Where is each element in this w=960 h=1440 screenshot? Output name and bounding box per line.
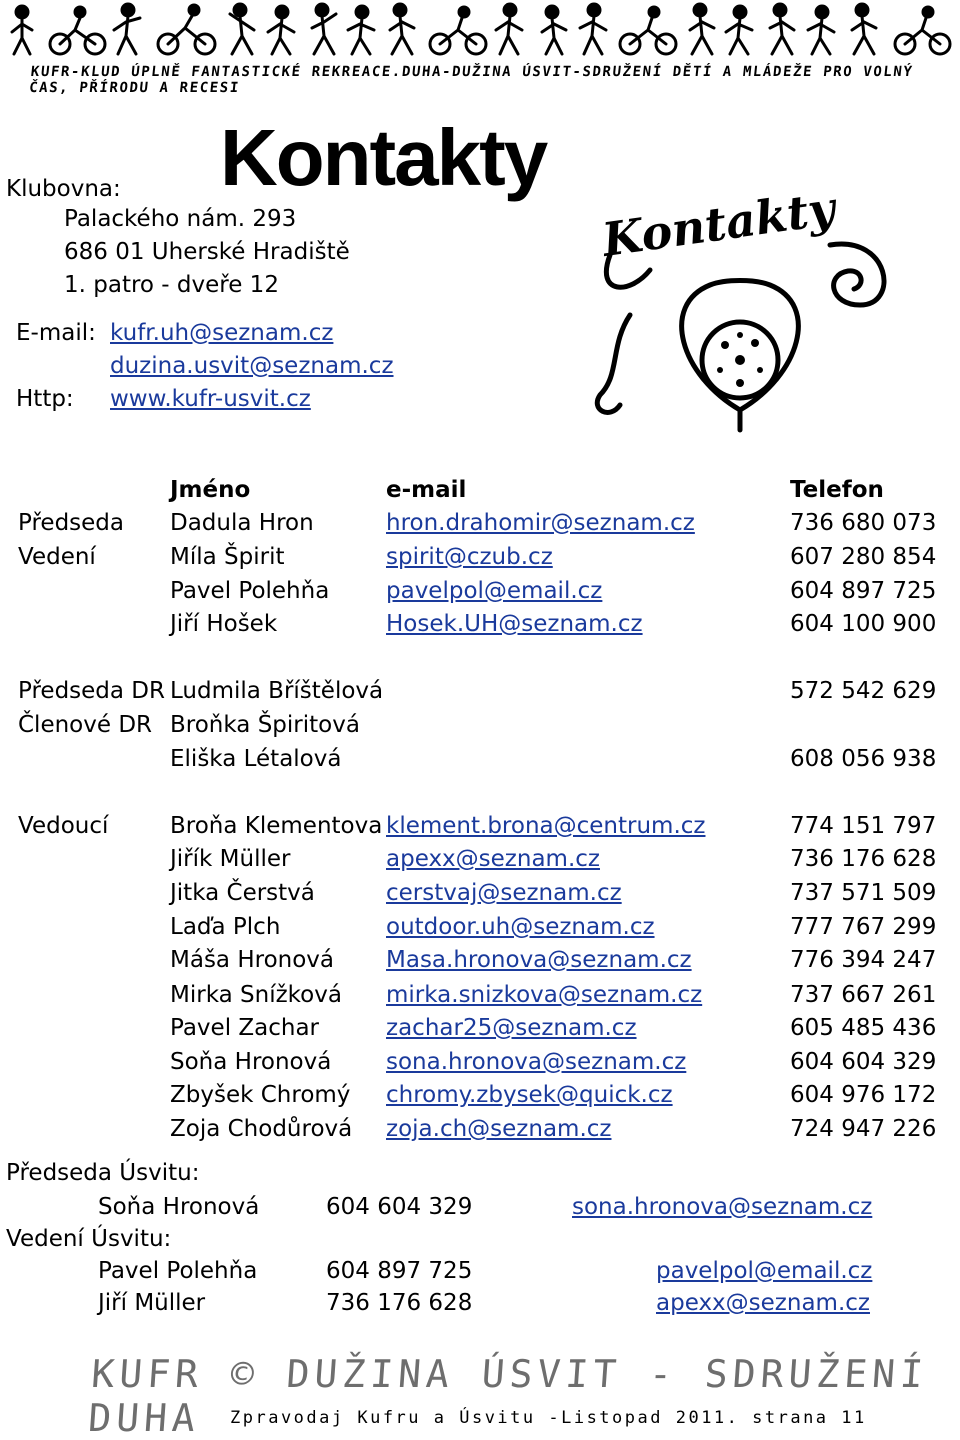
usvit-chair-label: Předseda Úsvitu: bbox=[6, 1160, 200, 1186]
row-name: Broňka Špiritová bbox=[170, 712, 360, 738]
row-phone: 604 100 900 bbox=[790, 611, 937, 637]
page-title: Kontakty bbox=[220, 113, 547, 202]
row-email[interactable]: apexx@seznam.cz bbox=[386, 846, 600, 872]
usvit-chair-phone: 604 604 329 bbox=[326, 1194, 473, 1220]
figure-icon bbox=[12, 6, 32, 54]
usvit-lead-email[interactable]: apexx@seznam.cz bbox=[656, 1290, 870, 1316]
cyclist-icon bbox=[620, 7, 676, 54]
figure-icon bbox=[690, 4, 714, 54]
row-name: Laďa Plch bbox=[170, 914, 281, 940]
row-phone: 724 947 226 bbox=[790, 1116, 937, 1142]
banner-tagline: KUFR-KLUD ÚPLNĚ FANTASTICKÉ REKREACE.DUHA-DUŽINA ÚSVIT-SDRUŽENÍ DĚTÍ A MLÁDEŽE PRO VOLNÝ ČAS, PŘÍRODU A RECESI bbox=[28, 64, 915, 96]
email-link[interactable]: duzina.usvit@seznam.cz bbox=[110, 353, 394, 379]
figure-icon bbox=[808, 6, 834, 54]
row-phone: 607 280 854 bbox=[790, 544, 937, 570]
row-email[interactable]: cerstvaj@seznam.cz bbox=[386, 880, 622, 906]
usvit-chair-name: Soňa Hronová bbox=[98, 1194, 260, 1220]
row-name: Zbyšek Chromý bbox=[170, 1082, 351, 1108]
row-email[interactable]: mirka.snizkova@seznam.cz bbox=[386, 982, 703, 1008]
address-line: 686 01 Uherské Hradiště bbox=[64, 239, 350, 265]
row-phone: 604 604 329 bbox=[790, 1049, 937, 1075]
usvit-lead-phone: 604 897 725 bbox=[326, 1258, 473, 1284]
figure-icon bbox=[542, 6, 566, 54]
usvit-lead-name: Jiří Müller bbox=[98, 1290, 206, 1316]
row-phone: 737 667 261 bbox=[790, 982, 937, 1008]
row-email[interactable]: sona.hronova@seznam.cz bbox=[386, 1049, 687, 1075]
figure-icon bbox=[726, 6, 752, 54]
usvit-lead-email[interactable]: pavelpol@email.cz bbox=[656, 1258, 873, 1284]
footer-brand: KUFR © DUŽINA ÚSVIT - SDRUŽENÍ DUHA bbox=[86, 1352, 930, 1440]
row-email[interactable]: outdoor.uh@seznam.cz bbox=[386, 914, 655, 940]
figure-icon bbox=[312, 4, 336, 54]
klubovna-label: Klubovna: bbox=[6, 176, 121, 202]
row-email[interactable]: spirit@czub.cz bbox=[386, 544, 553, 570]
figure-icon bbox=[852, 4, 876, 54]
address-line: Palackého nám. 293 bbox=[64, 206, 297, 232]
usvit-lead-label: Vedení Úsvitu: bbox=[6, 1226, 172, 1252]
row-phone: 776 394 247 bbox=[790, 947, 937, 973]
row-name: Mirka Snížková bbox=[170, 982, 342, 1008]
row-role: Předseda DR bbox=[18, 678, 165, 704]
row-phone: 777 767 299 bbox=[790, 914, 937, 940]
row-phone: 572 542 629 bbox=[790, 678, 937, 704]
usvit-lead-name: Pavel Polehňa bbox=[98, 1258, 258, 1284]
row-role: Vedoucí bbox=[18, 813, 109, 839]
email-link[interactable]: kufr.uh@seznam.cz bbox=[110, 320, 334, 346]
row-name: Dadula Hron bbox=[170, 510, 314, 536]
http-label: Http: bbox=[16, 386, 74, 412]
row-name: Soňa Hronová bbox=[170, 1049, 332, 1075]
row-phone: 774 151 797 bbox=[790, 813, 937, 839]
figure-icon bbox=[230, 4, 254, 54]
row-phone: 604 897 725 bbox=[790, 578, 937, 604]
figure-icon bbox=[390, 4, 414, 54]
figure-icon bbox=[496, 4, 522, 54]
row-name: Pavel Zachar bbox=[170, 1015, 320, 1041]
row-phone: 604 976 172 bbox=[790, 1082, 937, 1108]
cyclist-icon bbox=[50, 7, 105, 54]
figure-icon bbox=[268, 6, 294, 54]
row-email[interactable]: Hosek.UH@seznam.cz bbox=[386, 611, 643, 637]
cyclist-icon bbox=[895, 7, 950, 54]
row-phone: 736 176 628 bbox=[790, 846, 937, 872]
address-line: 1. patro - dveře 12 bbox=[64, 272, 279, 298]
figure-icon bbox=[114, 4, 140, 54]
col-header-email: e-mail bbox=[386, 477, 467, 503]
cyclist-icon bbox=[158, 5, 215, 54]
figure-icon bbox=[348, 6, 374, 54]
row-role: Předseda bbox=[18, 510, 124, 536]
row-phone: 736 680 073 bbox=[790, 510, 937, 536]
row-email[interactable]: pavelpol@email.cz bbox=[386, 578, 603, 604]
row-name: Ludmila Bříštělová bbox=[170, 678, 384, 704]
email-label: E-mail: bbox=[16, 320, 96, 346]
banner-figures bbox=[0, 0, 960, 58]
web-link[interactable]: www.kufr-usvit.cz bbox=[110, 386, 311, 412]
row-name: Jitka Čerstvá bbox=[170, 880, 315, 906]
row-email[interactable]: klement.brona@centrum.cz bbox=[386, 813, 706, 839]
row-name: Eliška Létalová bbox=[170, 746, 342, 772]
telephone-logo bbox=[590, 175, 910, 445]
row-name: Máša Hronová bbox=[170, 947, 334, 973]
row-email[interactable]: Masa.hronova@seznam.cz bbox=[386, 947, 692, 973]
row-email[interactable]: zoja.ch@seznam.cz bbox=[386, 1116, 612, 1142]
row-name: Míla Špirit bbox=[170, 544, 285, 570]
col-header-phone: Telefon bbox=[790, 477, 884, 503]
footer-issue-line: Zpravodaj Kufru a Úsvitu -Listopad 2011. strana 11 bbox=[230, 1408, 867, 1428]
row-email[interactable]: chromy.zbysek@quick.cz bbox=[386, 1082, 673, 1108]
col-header-name: Jméno bbox=[170, 477, 251, 503]
row-phone: 605 485 436 bbox=[790, 1015, 937, 1041]
logo-lettering: Kontakty bbox=[599, 180, 839, 267]
row-name: Jiří Hošek bbox=[170, 611, 278, 637]
usvit-chair-email[interactable]: sona.hronova@seznam.cz bbox=[572, 1194, 873, 1220]
figure-icon bbox=[580, 4, 606, 54]
row-name: Pavel Polehňa bbox=[170, 578, 330, 604]
row-name: Jiřík Müller bbox=[170, 846, 291, 872]
row-name: Zoja Chodůrová bbox=[170, 1116, 353, 1142]
usvit-lead-phone: 736 176 628 bbox=[326, 1290, 473, 1316]
row-email[interactable]: zachar25@seznam.cz bbox=[386, 1015, 637, 1041]
row-role: Členové DR bbox=[18, 712, 153, 738]
cyclist-icon bbox=[430, 7, 486, 54]
row-name: Broňa Klementova bbox=[170, 813, 383, 839]
row-email[interactable]: hron.drahomir@seznam.cz bbox=[386, 510, 695, 536]
figure-icon bbox=[770, 4, 794, 54]
row-role: Vedení bbox=[18, 544, 96, 570]
row-phone: 737 571 509 bbox=[790, 880, 937, 906]
row-phone: 608 056 938 bbox=[790, 746, 937, 772]
